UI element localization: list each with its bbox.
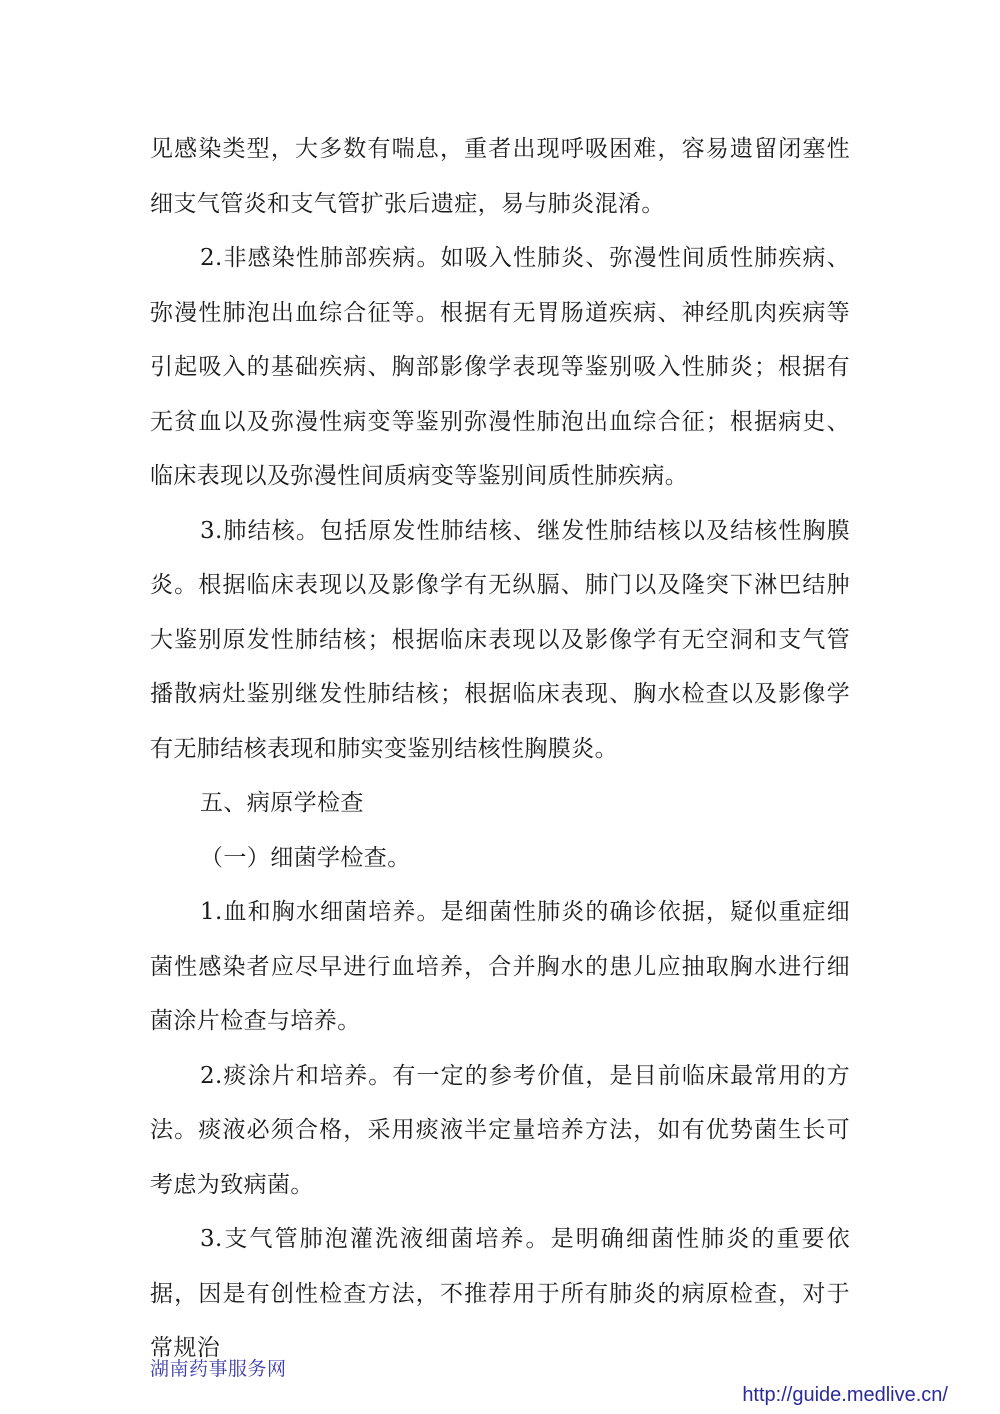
paragraph-continuation: 见感染类型，大多数有喘息，重者出现呼吸困难，容易遗留闭塞性细支气管炎和支气管扩张后遗症，易与肺炎混淆。 [150,136,850,217]
item-blood-pleural-culture: 1.血和胸水细菌培养。是细菌性肺炎的确诊依据，疑似重症细菌性感染者应尽早进行血培养，合并胸水的患儿应抽取胸水进行细菌涂片检查与培养。 [150,899,850,1034]
item-sputum-culture: 2.痰涂片和培养。有一定的参考价值，是目前临床最常用的方法。痰液必须合格，采用痰液半定量培养方法，如有优势菌生长可考虑为致病菌。 [150,1062,850,1198]
subsection-heading: （一）细菌学检查。 [200,844,411,871]
paragraph-tuberculosis: 3.肺结核。包括原发性肺结核、继发性肺结核以及结核性胸膜炎。根据临床表现以及影像学有无纵膈、肺门以及隆突下淋巴结肿大鉴别原发性肺结核；根据临床表现以及影像学有无空洞和支气管播散病灶鉴别继发性肺结核；根据临床表现、胸水检查以及影像学有无肺结核表现和肺实变鉴别结核性胸膜炎。 [150,517,850,762]
footer-site-name: 湖南药事服务网 [150,1358,287,1380]
section-heading: 五、病原学检查 [200,790,364,816]
item-balf-culture: 3.支气管肺泡灌洗液细菌培养。是明确细菌性肺炎的重要依据，因是有创性检查方法，不推荐用于所有肺炎的病原检查，对于常规治 [150,1226,850,1361]
paragraph-non-infectious-lung-disease: 2.非感染性肺部疾病。如吸入性肺炎、弥漫性间质性肺疾病、弥漫性肺泡出血综合征等。根据有无胃肠道疾病、神经肌肉疾病等引起吸入的基础疾病、胸部影像学表现等鉴别吸入性肺炎；根据有无贫血以及弥漫性病变等鉴别弥漫性肺泡出血综合征；根据病史、临床表现以及弥漫性间质病变等鉴别间质性肺疾病。 [150,245,850,489]
footer-url-link[interactable]: http://guide.medlive.cn/ [742,1384,948,1406]
document-body [150,122,850,1376]
